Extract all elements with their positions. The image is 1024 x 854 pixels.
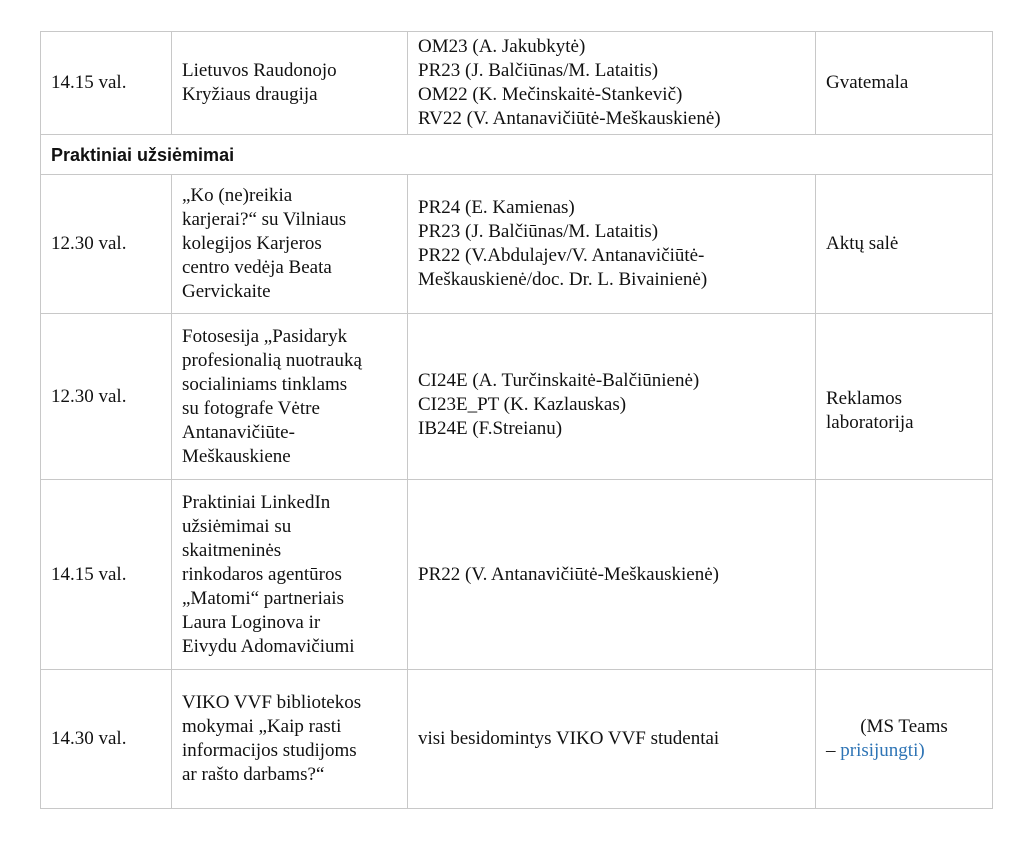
event-text: rinkodaros agentūros: [182, 563, 342, 585]
groups-cell: [408, 314, 816, 480]
event-text: VIKO VVF bibliotekos: [182, 692, 362, 713]
event-text: skaitmeninės: [182, 539, 282, 561]
event-cell: [172, 175, 408, 314]
event-text: Kryžiaus draugija: [182, 84, 318, 105]
event-text: ar rašto darbams?“: [182, 764, 325, 785]
event-text: mokymai „Kaip rasti: [182, 716, 342, 737]
group-text: IB24E (F.Streianu): [418, 417, 563, 439]
groups-cell: [408, 480, 816, 670]
place-text: (MS Teams: [860, 716, 948, 737]
groups-cell: [408, 32, 816, 135]
place-text: Aktų salė: [826, 233, 899, 254]
section-row: [41, 135, 993, 175]
table-row: [41, 670, 993, 809]
event-text: Laura Loginova ir: [182, 611, 321, 633]
table-row: [41, 175, 993, 314]
time-text: 12.30 val.: [51, 385, 127, 407]
place-text: Gvatemala: [826, 72, 909, 93]
time-cell: [41, 314, 172, 480]
group-text: Meškauskienė/doc. Dr. L. Bivainienė): [418, 269, 708, 290]
group-text: OM23 (A. Jakubkytė): [418, 36, 586, 57]
group-text: PR22 (V. Antanavičiūtė-Meškauskienė): [418, 563, 719, 585]
section-title: Praktiniai užsiėmimai: [41, 135, 993, 175]
group-text: PR24 (E. Kamienas): [418, 197, 575, 218]
event-text: centro vedėja Beata: [182, 257, 332, 278]
group-text: PR22 (V.Abdulajev/V. Antanavičiūtė-: [418, 245, 705, 266]
place-cell: [816, 480, 993, 670]
event-cell: [172, 670, 408, 809]
place-text: –: [826, 740, 841, 761]
time-cell: [41, 670, 172, 809]
place-link-line: [826, 739, 982, 763]
schedule-table: [40, 31, 993, 809]
event-text: karjerai?“ su Vilniaus: [182, 209, 347, 230]
event-text: Fotosesija „Pasidaryk: [182, 325, 348, 347]
time-cell: [41, 175, 172, 314]
table-row: [41, 480, 993, 670]
place-cell: [816, 32, 993, 135]
time-cell: [41, 32, 172, 135]
event-text: „Matomi“ partneriais: [182, 587, 344, 609]
event-cell: [172, 314, 408, 480]
group-text: OM22 (K. Mečinskaitė-Stankevič): [418, 84, 683, 105]
event-text: kolegijos Karjeros: [182, 233, 322, 254]
event-text: socialiniams tinklams: [182, 373, 348, 395]
event-text: informacijos studijoms: [182, 740, 357, 761]
group-text: PR23 (J. Balčiūnas/M. Lataitis): [418, 221, 659, 242]
place-cell: [816, 670, 993, 809]
event-text: profesionalią nuotrauką: [182, 349, 362, 371]
place-cell: [816, 314, 993, 480]
event-text: Gervickaite: [182, 281, 271, 302]
place-text: laboratorija: [826, 411, 914, 433]
table-row: [41, 32, 993, 135]
time-text: 14.30 val.: [51, 728, 127, 749]
time-text: 14.15 val.: [51, 563, 127, 585]
group-text: CI24E (A. Turčinskaitė-Balčiūnienė): [418, 369, 700, 391]
event-cell: [172, 32, 408, 135]
event-text: Eivydu Adomavičiumi: [182, 635, 355, 657]
time-text: 14.15 val.: [51, 72, 127, 93]
event-text: Antanavičiūte-: [182, 421, 295, 443]
event-text: Praktiniai LinkedIn: [182, 491, 331, 513]
time-cell: [41, 480, 172, 670]
group-text: RV22 (V. Antanavičiūtė-Meškauskienė): [418, 108, 721, 129]
event-text: „Ko (ne)reikia: [182, 185, 293, 206]
group-text: visi besidomintys VIKO VVF studentai: [418, 728, 720, 749]
time-text: 12.30 val.: [51, 233, 127, 254]
event-text: su fotografe Vėtre: [182, 397, 320, 419]
event-text: Lietuvos Raudonojo: [182, 60, 337, 81]
place-cell: [816, 175, 993, 314]
table-row: [41, 314, 993, 480]
event-text: Meškauskiene: [182, 445, 291, 467]
place-text: Reklamos: [826, 387, 902, 409]
groups-cell: [408, 175, 816, 314]
event-text: užsiėmimai su: [182, 515, 292, 537]
groups-cell: [408, 670, 816, 809]
event-cell: [172, 480, 408, 670]
group-text: PR23 (J. Balčiūnas/M. Lataitis): [418, 60, 659, 81]
join-link[interactable]: prisijungti): [840, 740, 925, 761]
group-text: CI23E_PT (K. Kazlauskas): [418, 393, 627, 415]
